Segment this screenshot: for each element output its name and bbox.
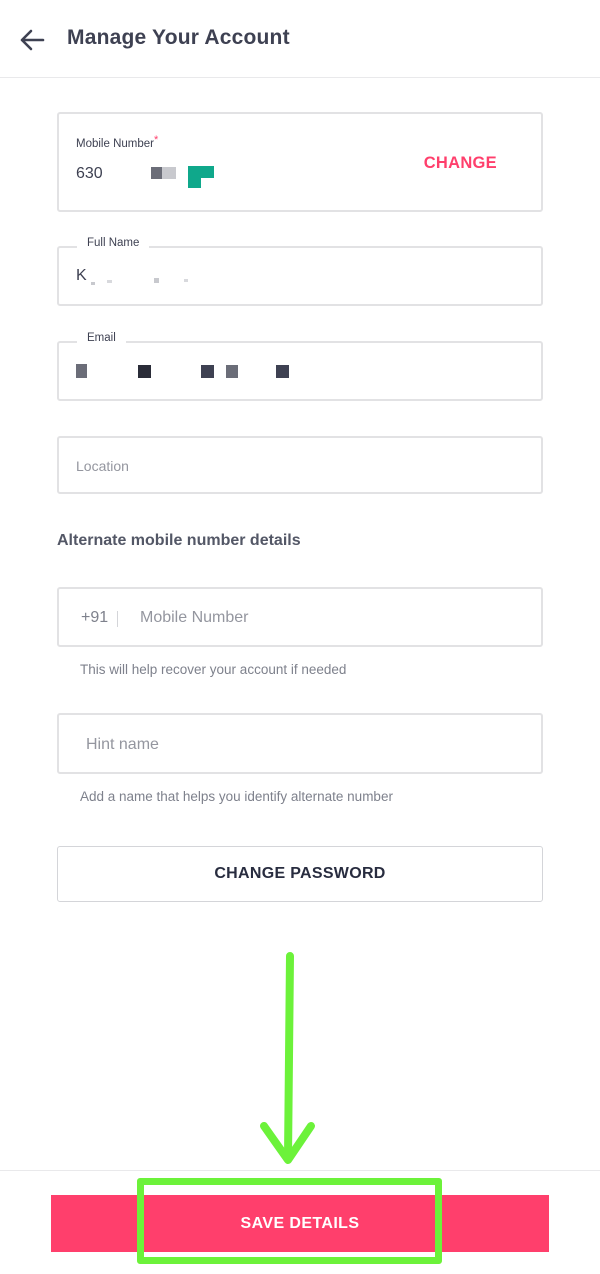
redaction-block (276, 365, 289, 378)
mobile-number-field (57, 112, 543, 212)
back-arrow-icon[interactable] (19, 29, 45, 51)
prefix-divider (117, 611, 118, 627)
mobile-number-label-text: Mobile Number (76, 138, 154, 150)
back-button[interactable] (14, 22, 50, 58)
alternate-section-heading: Alternate mobile number details (57, 532, 301, 549)
hint-name-placeholder: Hint name (86, 736, 159, 753)
full-name-field[interactable] (57, 237, 543, 306)
change-mobile-button[interactable]: CHANGE (423, 154, 497, 172)
redaction-block (151, 167, 162, 179)
page-title: Manage Your Account (67, 26, 290, 49)
alternate-mobile-field[interactable] (57, 587, 543, 647)
alternate-mobile-placeholder: Mobile Number (140, 609, 249, 626)
hint-name-field[interactable] (57, 713, 543, 774)
header-bar (0, 0, 600, 78)
redaction-block (188, 166, 214, 188)
change-password-button[interactable]: CHANGE PASSWORD (57, 846, 543, 902)
redaction-block (154, 278, 159, 283)
full-name-value: K (76, 267, 87, 284)
mobile-number-label (76, 134, 159, 150)
redaction-block (201, 365, 214, 378)
redaction-block (76, 364, 87, 378)
mobile-number-value: 630 (76, 165, 103, 182)
email-field[interactable] (57, 332, 543, 401)
email-label: Email (77, 332, 126, 344)
down-arrow-annotation (254, 950, 326, 1170)
alternate-mobile-helper: This will help recover your account if needed (80, 662, 347, 677)
location-placeholder: Location (76, 458, 129, 474)
redaction-block (138, 365, 151, 378)
full-name-label: Full Name (77, 237, 149, 249)
hint-name-helper: Add a name that helps you identify alternate number (80, 789, 393, 804)
redaction-block (107, 280, 112, 283)
country-code-prefix: +91 (81, 609, 109, 626)
location-field[interactable] (57, 436, 543, 494)
redaction-block (184, 279, 188, 282)
redaction-block (162, 167, 176, 179)
redaction-block (226, 365, 238, 378)
save-details-button[interactable]: SAVE DETAILS (51, 1195, 549, 1252)
redaction-block (91, 282, 95, 285)
required-mark: * (153, 134, 159, 146)
footer-divider (0, 1170, 600, 1171)
